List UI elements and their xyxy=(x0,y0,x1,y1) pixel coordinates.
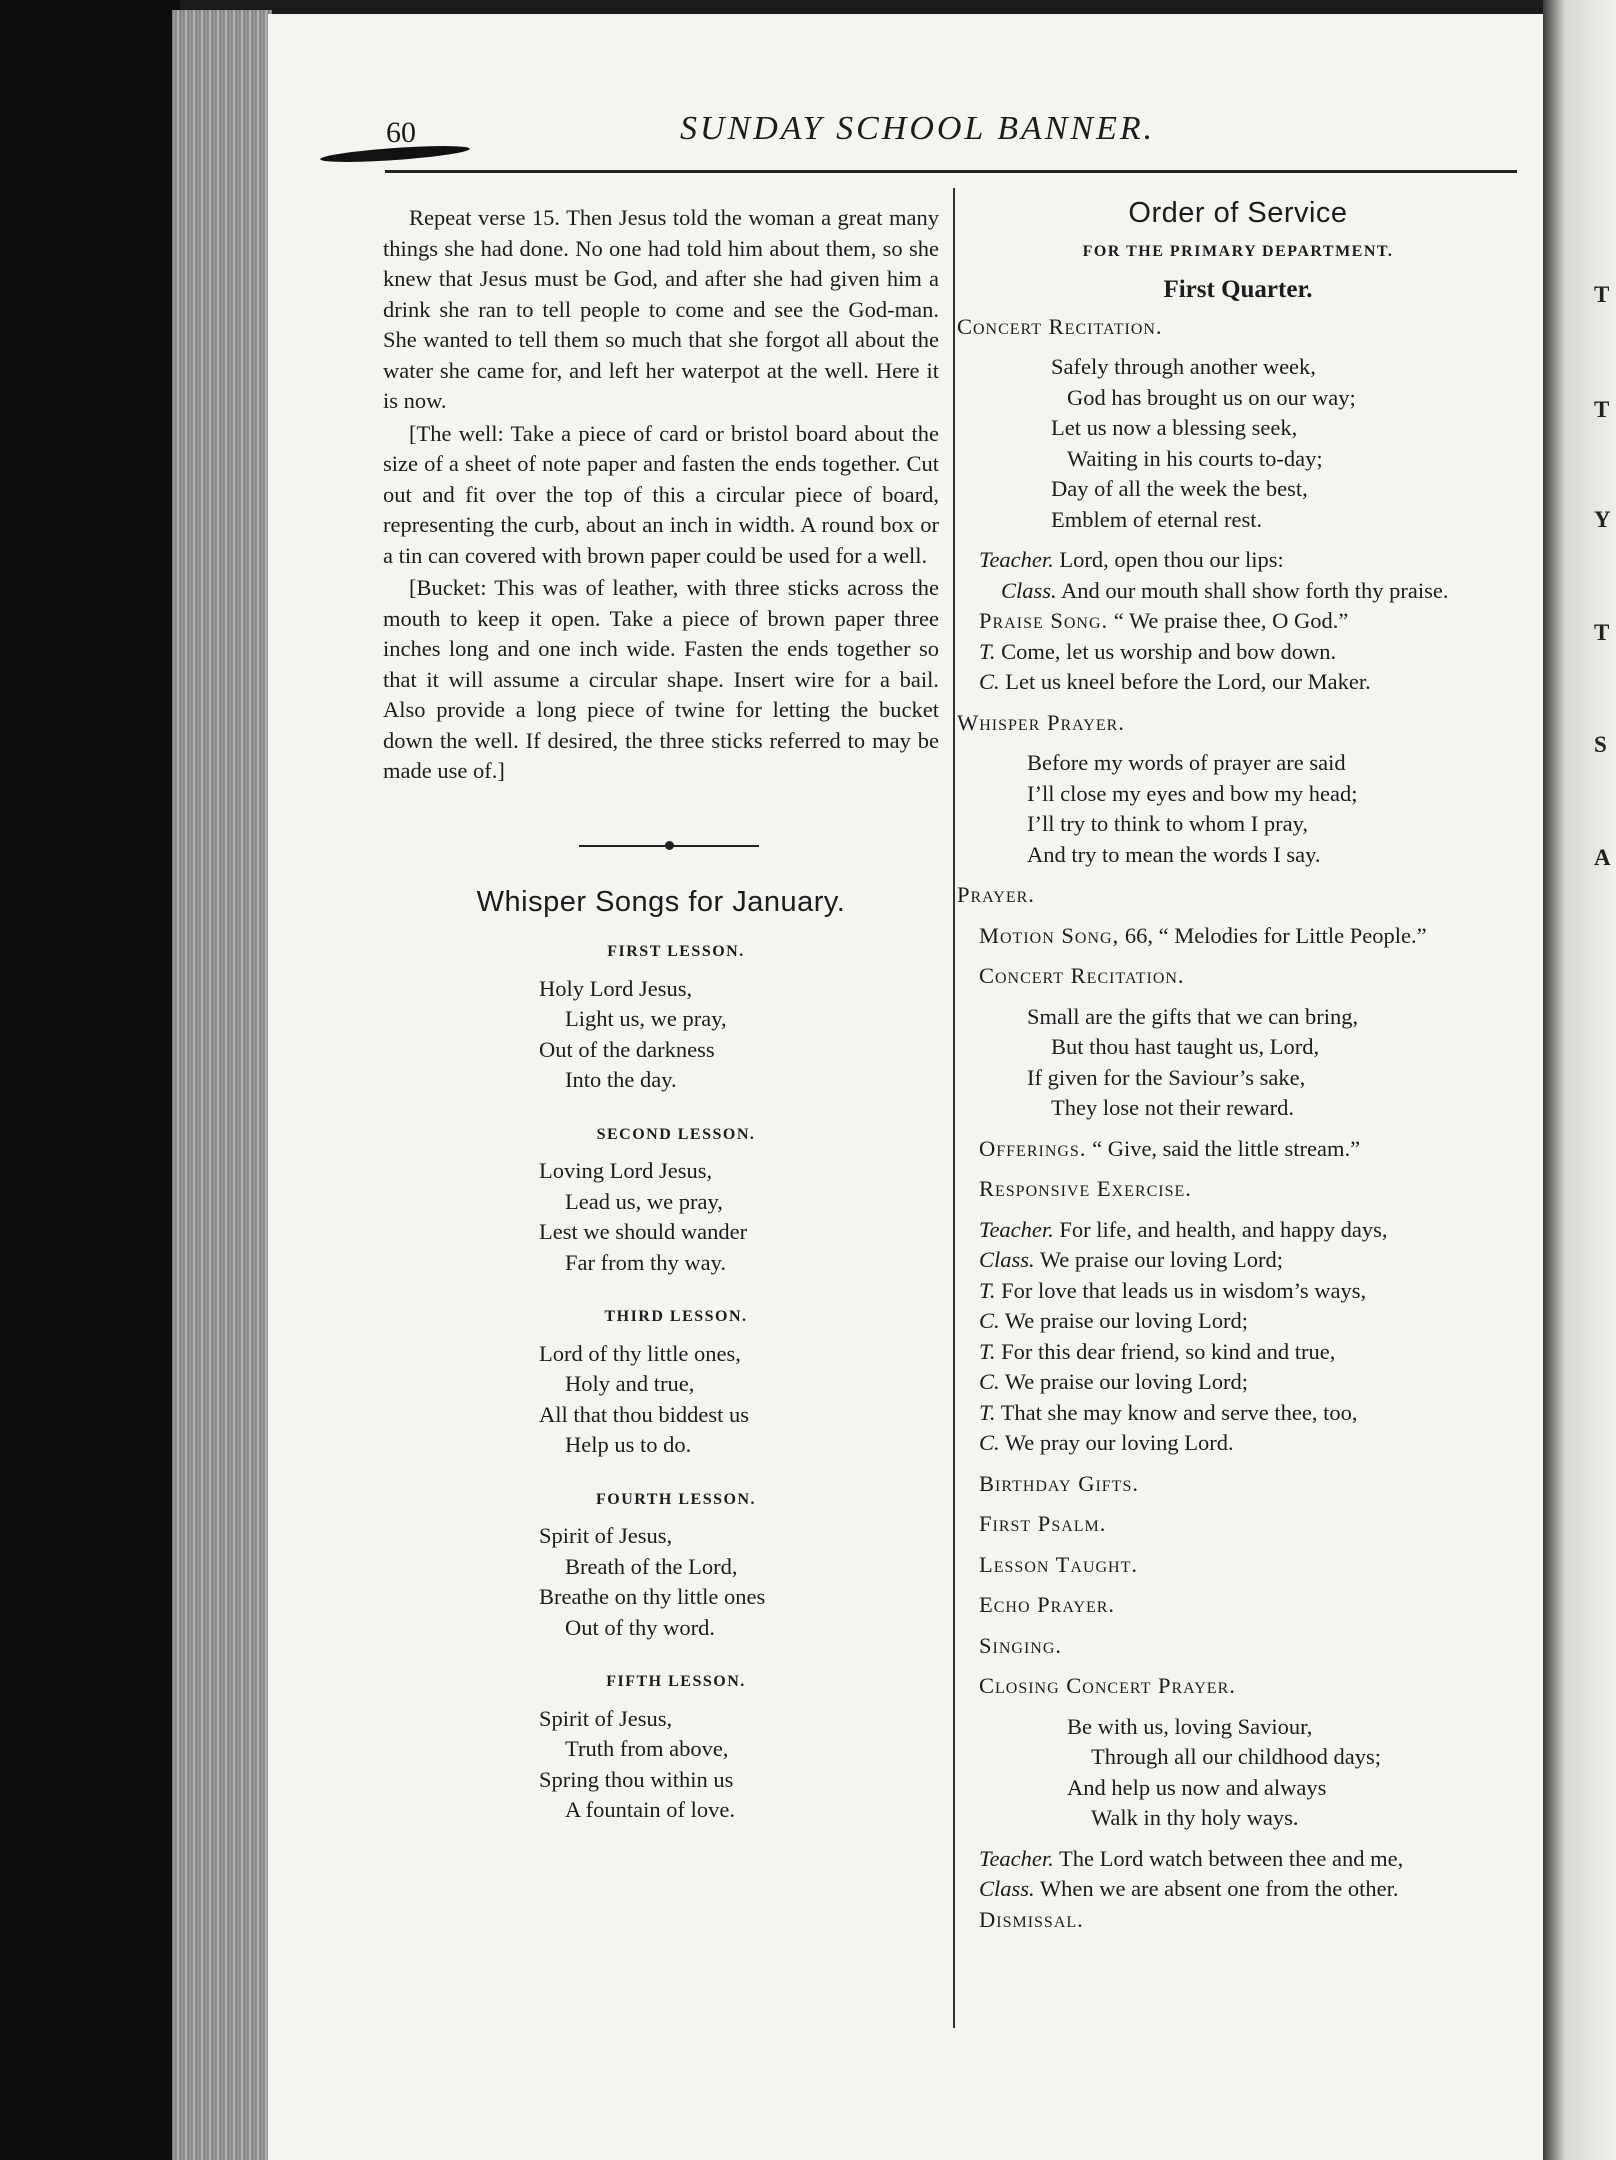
lesson-verse xyxy=(539,1339,939,1461)
left-column xyxy=(383,203,939,1850)
response-text: For love that leads us in wisdom’s ways, xyxy=(1001,1277,1367,1303)
facing-page-letter: T xyxy=(1594,397,1610,422)
verse-line: And help us now and always xyxy=(1067,1774,1327,1800)
response-line xyxy=(957,1398,1519,1429)
running-head: SUNDAY SCHOOL BANNER. xyxy=(680,110,1156,147)
section-title: Whisper Songs for January. xyxy=(476,885,846,918)
verse-line: Be with us, loving Saviour, xyxy=(1067,1713,1313,1739)
verse-line: Help us to do. xyxy=(565,1432,692,1457)
verse-line: Spirit of Jesus, xyxy=(539,1705,673,1731)
facing-page-letter: Y xyxy=(1594,507,1611,532)
lesson xyxy=(383,1302,939,1461)
speaker-label: C. xyxy=(979,1369,1000,1394)
book-page-edges xyxy=(172,10,272,2160)
speaker-label: C. xyxy=(979,669,1000,694)
response-line xyxy=(957,1428,1519,1459)
header-rule xyxy=(385,170,1517,173)
speaker-label: Teacher. xyxy=(979,1845,1054,1871)
page-header xyxy=(320,110,1520,170)
response-line xyxy=(957,545,1519,576)
verse-line: Truth from above, xyxy=(565,1736,729,1761)
response-line xyxy=(957,1874,1519,1905)
verse-line: Holy Lord Jesus, xyxy=(539,975,693,1001)
verse-line: Lead us, we pray, xyxy=(565,1188,723,1214)
verse-line: I’ll try to think to whom I pray, xyxy=(1027,811,1308,836)
response-text: “ We praise thee, O God.” xyxy=(1113,608,1349,633)
verse-line: Breathe on thy little ones xyxy=(539,1584,766,1609)
verse-line: Far from thy way. xyxy=(565,1249,727,1275)
paragraph: Repeat verse 15. Then Jesus told the woman a great many things she had done. No one had told him about them, so she knew that Jesus must be God, and after she had given him a drink she ran to tell people to come and see the God-man. She wanted to tell them so much that she forgot all about the water she came for, and left her waterpot at the well. Here it is now. xyxy=(383,205,939,413)
response-text: We praise our loving Lord; xyxy=(1039,1247,1284,1272)
item-heading: Praise Song. xyxy=(979,608,1109,633)
lesson-verse xyxy=(539,974,939,1096)
item-heading: First Psalm. xyxy=(979,1511,1107,1536)
verse-line: I’ll close my eyes and bow my head; xyxy=(1027,780,1358,806)
response-line xyxy=(957,1306,1519,1337)
item-heading: Concert Recitation. xyxy=(957,313,1163,339)
item-heading: Concert Recitation. xyxy=(979,963,1185,988)
page-number: 60 xyxy=(386,116,416,149)
verse-line: Breath of the Lord, xyxy=(565,1553,738,1579)
speaker-label: T. xyxy=(979,1399,996,1425)
verse-line: Out of the darkness xyxy=(539,1036,715,1062)
verse-line: Holy and true, xyxy=(565,1371,695,1396)
verse-line: All that thou biddest us xyxy=(539,1401,749,1427)
speaker-label: T. xyxy=(979,1277,996,1303)
speaker-label: Class. xyxy=(979,1247,1035,1272)
verse-line: And try to mean the words I say. xyxy=(1027,841,1321,867)
facing-page-letter: A xyxy=(1594,845,1611,870)
facing-page-edge xyxy=(1543,0,1616,2160)
response-text: Lord, open thou our lips: xyxy=(1059,547,1284,572)
quarter-heading: First Quarter. xyxy=(1163,276,1313,303)
lesson xyxy=(383,1485,939,1644)
verse-line: Loving Lord Jesus, xyxy=(539,1158,713,1183)
lesson xyxy=(383,1120,939,1279)
service-title: Order of Service xyxy=(1128,197,1348,229)
response-text: 66, “ Melodies for Little People.” xyxy=(1124,922,1427,948)
lesson xyxy=(383,1667,939,1826)
response-text: We praise our loving Lord; xyxy=(1004,1308,1248,1333)
verse-line: Day of all the week the best, xyxy=(1051,476,1308,501)
response-line xyxy=(957,1337,1519,1368)
speaker-label: Teacher. xyxy=(979,547,1054,572)
response-text: Let us kneel before the Lord, our Maker. xyxy=(1005,669,1371,694)
lesson-heading: THIRD LESSON. xyxy=(604,1308,748,1325)
verse-line: Lord of thy little ones, xyxy=(539,1340,741,1366)
paragraph: [Bucket: This was of leather, with three sticks across the mouth to keep it open. Take a piece of brown paper three inches long and one inch wide. Fasten the ends together so that it will assume a circular shape. Insert wire for a bail. Also provide a long piece of twine for letting the bucket down the well. If desired, the three sticks referred to may be made use of.] xyxy=(383,575,939,783)
lesson-heading: FIFTH LESSON. xyxy=(606,1673,746,1690)
speaker-label: Class. xyxy=(1001,577,1057,603)
item-heading: Singing. xyxy=(979,1632,1063,1658)
response-line xyxy=(957,606,1519,637)
verse-line: Before my words of prayer are said xyxy=(1027,750,1346,775)
response-text: For life, and health, and happy days, xyxy=(1059,1216,1388,1242)
verse-line: Let us now a blessing seek, xyxy=(1051,415,1298,440)
verse-line: Waiting in his courts to-day; xyxy=(1067,445,1323,471)
verse-line: If given for the Saviour’s sake, xyxy=(1027,1064,1306,1090)
paragraph: [The well: Take a piece of card or bristol board about the size of a sheet of note paper and fasten the ends together. Cut out and fit over the top of this a circular piece of board, representing the curb, about an inch in width. A round box or a tin can covered with brown paper could be used for a well. xyxy=(383,420,939,568)
verse-line: But thou hast taught us, Lord, xyxy=(1051,1034,1320,1059)
lesson-heading: FIRST LESSON. xyxy=(607,943,745,960)
response-line xyxy=(957,1367,1519,1398)
verse-line: Lest we should wander xyxy=(539,1219,748,1244)
verse-line: Spirit of Jesus, xyxy=(539,1523,673,1548)
item-heading: Prayer. xyxy=(957,882,1035,907)
item-heading: Offerings. xyxy=(979,1135,1087,1161)
service-subtitle: FOR THE PRIMARY DEPARTMENT. xyxy=(1082,242,1394,260)
facing-page-letter: S xyxy=(1594,732,1607,757)
item-heading: Lesson Taught. xyxy=(979,1551,1139,1577)
item-heading: Closing Concert Prayer. xyxy=(979,1673,1236,1698)
verse-line: Safely through another week, xyxy=(1051,354,1316,379)
response-text: For this dear friend, so kind and true, xyxy=(1001,1338,1336,1364)
verse-line: God has brought us on our way; xyxy=(1067,384,1356,410)
speaker-label: Class. xyxy=(979,1876,1035,1901)
scan-background xyxy=(0,0,180,2160)
lesson-heading: FOURTH LESSON. xyxy=(595,1490,757,1508)
verse-line: Emblem of eternal rest. xyxy=(1051,506,1263,532)
verse-line: Small are the gifts that we can bring, xyxy=(1027,1003,1359,1029)
response-text: When we are absent one from the other. xyxy=(1039,1876,1399,1901)
response-line xyxy=(957,1844,1519,1875)
item-heading: Motion Song, xyxy=(979,922,1120,948)
response-line xyxy=(957,1276,1519,1307)
response-line xyxy=(957,637,1519,668)
item-heading: Echo Prayer. xyxy=(979,1592,1116,1617)
item-heading: Whisper Prayer. xyxy=(957,709,1125,735)
verse-line: Into the day. xyxy=(565,1067,677,1092)
divider-dot xyxy=(665,841,674,850)
speaker-label: C. xyxy=(979,1308,1000,1333)
lesson-heading: SECOND LESSON. xyxy=(596,1125,756,1143)
response-line xyxy=(957,1245,1519,1276)
response-text: That she may know and serve thee, too, xyxy=(1000,1399,1358,1425)
response-text: Come, let us worship and bow down. xyxy=(1001,638,1337,664)
lesson-verse xyxy=(539,1704,939,1826)
verse-line: Walk in thy holy ways. xyxy=(1091,1805,1299,1830)
facing-page-letter: T xyxy=(1594,282,1610,307)
speaker-label: Teacher. xyxy=(979,1216,1054,1242)
item-heading: Responsive Exercise. xyxy=(979,1176,1192,1201)
column-rule xyxy=(953,188,955,2028)
verse-line: Out of thy word. xyxy=(565,1614,715,1640)
lesson-verse xyxy=(539,1156,939,1278)
facing-page-letter: T xyxy=(1594,620,1610,645)
response-line xyxy=(957,576,1519,607)
speaker-label: T. xyxy=(979,1338,996,1364)
item-heading: Birthday Gifts. xyxy=(979,1470,1139,1496)
verse-line: Spring thou within us xyxy=(539,1766,734,1792)
response-line xyxy=(957,1134,1519,1165)
ornamental-divider xyxy=(383,817,939,877)
verse-line: Through all our childhood days; xyxy=(1091,1744,1381,1769)
response-text: The Lord watch between thee and me, xyxy=(1059,1845,1404,1871)
item-heading: Dismissal. xyxy=(979,1906,1084,1932)
response-line xyxy=(957,1215,1519,1246)
response-text: “ Give, said the little stream.” xyxy=(1092,1135,1361,1161)
response-text: We pray our loving Lord. xyxy=(1004,1430,1234,1455)
lesson-verse xyxy=(539,1521,939,1643)
response-line xyxy=(957,667,1519,698)
response-text: And our mouth shall show forth thy praise. xyxy=(1061,577,1449,603)
verse-line: Light us, we pray, xyxy=(565,1006,727,1031)
speaker-label: C. xyxy=(979,1430,1000,1455)
speaker-label: T. xyxy=(979,638,996,664)
response-line xyxy=(957,921,1519,952)
response-text: We praise our loving Lord; xyxy=(1004,1369,1248,1394)
lesson xyxy=(383,937,939,1096)
verse-line: A fountain of love. xyxy=(565,1797,735,1822)
verse-line: They lose not their reward. xyxy=(1051,1095,1295,1120)
right-column xyxy=(957,198,1519,1935)
